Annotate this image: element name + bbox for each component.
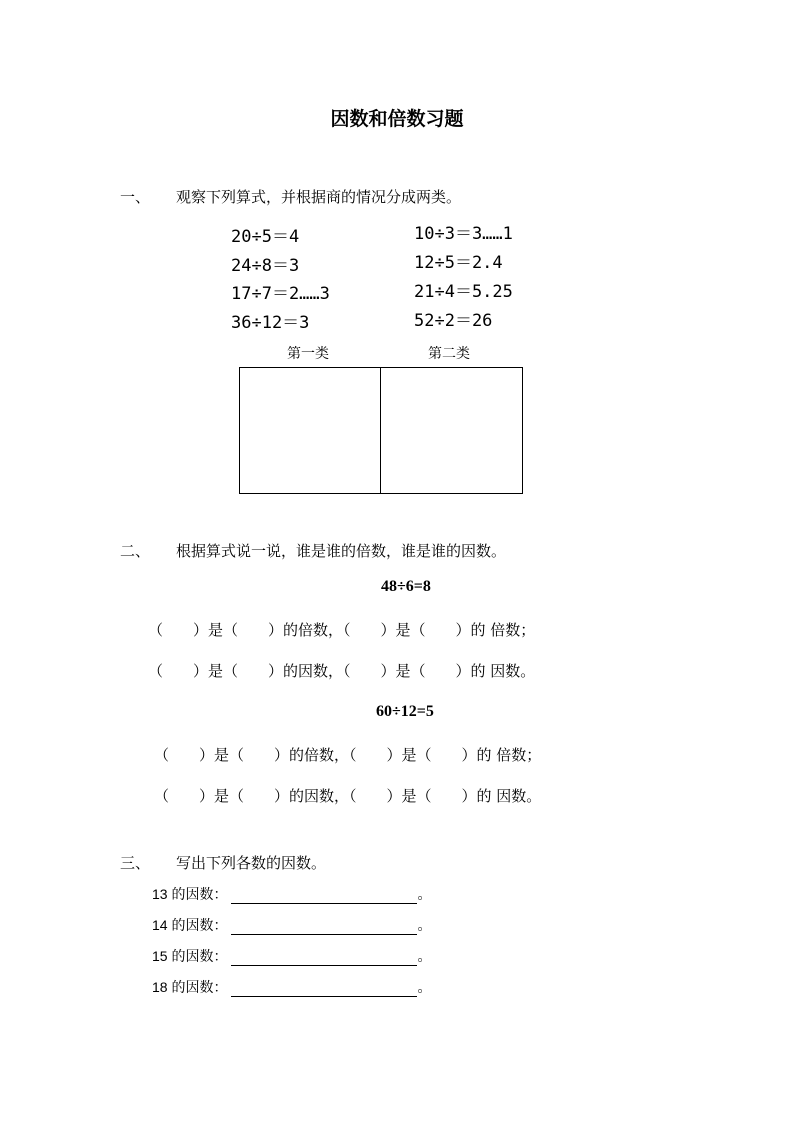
answer-line[interactable] [231,889,417,904]
equation-left-1: 20÷5＝4 [231,227,300,247]
section2-instruction: 根据算式说一说，谁是谁的倍数，谁是谁的因数。 [176,542,507,560]
eq1-multiple-blanks: （ ）是（ ）的倍数，（ ）是（ ）的 倍数； [148,621,536,639]
equation-right-4: 52÷2＝26 [414,311,493,331]
answer-line[interactable] [231,951,417,966]
section2-equation-2: 60÷12=5 [376,703,434,720]
factor-label: 14 的因数： [152,917,228,933]
equation-right-2: 12÷5＝2.4 [414,253,503,273]
section2-equation-1: 48÷6=8 [381,578,431,595]
equation-right-1: 10÷3＝3……1 [414,224,513,244]
factor-item [152,884,431,904]
equation-right-3: 21÷4＝5.25 [414,282,513,302]
factor-label: 13 的因数： [152,886,228,902]
page-title: 因数和倍数习题 [330,108,464,130]
factor-item [152,977,431,997]
factor-end: 。 [417,948,432,964]
section1-number: 一、 [120,188,151,206]
section1-instruction: 观察下列算式，并根据商的情况分成两类。 [176,188,462,206]
factor-end: 。 [417,886,432,902]
factor-label: 18 的因数： [152,979,228,995]
equation-left-4: 36÷12＝3 [231,313,310,333]
section3-instruction: 写出下列各数的因数。 [176,854,327,872]
answer-line[interactable] [231,920,417,935]
factor-item [152,946,431,966]
factor-label: 15 的因数： [152,948,228,964]
eq1-factor-blanks: （ ）是（ ）的因数，（ ）是（ ）的 因数。 [148,662,536,680]
factor-end: 。 [417,917,432,933]
category-2-header: 第二类 [428,346,470,362]
factor-item [152,915,431,935]
section2-number: 二、 [120,542,151,560]
section3-number: 三、 [120,854,151,872]
answer-line[interactable] [231,982,417,997]
equation-left-2: 24÷8＝3 [231,256,300,276]
category-1-header: 第一类 [287,346,329,362]
factor-end: 。 [417,979,432,995]
eq2-multiple-blanks: （ ）是（ ）的倍数，（ ）是（ ）的 倍数； [154,746,542,764]
eq2-factor-blanks: （ ）是（ ）的因数，（ ）是（ ）的 因数。 [154,787,542,805]
equation-left-3: 17÷7＝2……3 [231,284,330,304]
classification-box [239,367,523,494]
classification-divider [380,367,381,494]
